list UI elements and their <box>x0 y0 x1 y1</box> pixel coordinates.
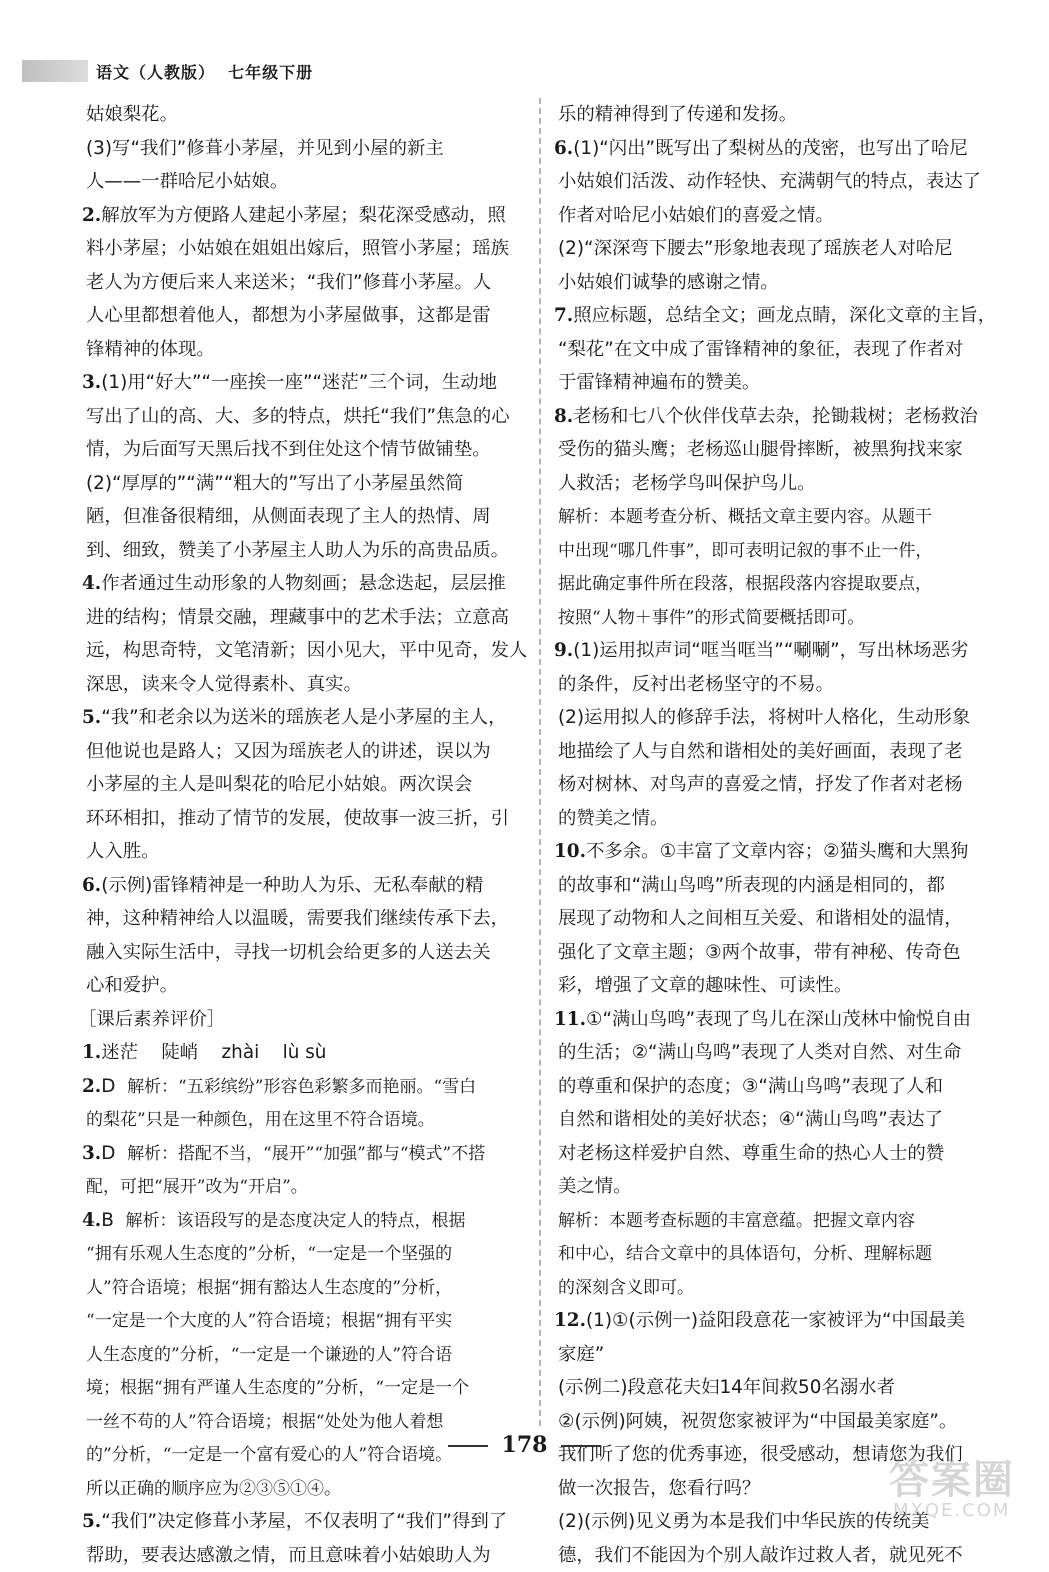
question-number: 8. <box>554 406 573 427</box>
analysis-text: 的”分析，“一定是一个富有爱心的人”符合语境。 <box>86 1445 452 1465</box>
answer-text: 写出了山的高、大、多的特点，烘托“我们”焦急的心 <box>86 406 510 427</box>
answer-text: 自然和谐相处的美好状态；④“满山鸟鸣”表达了 <box>558 1109 943 1130</box>
answer-line <box>558 366 1006 400</box>
analysis-text: 解析：该语段写的是态度决定人的特点，根据 <box>126 1211 466 1231</box>
answer-text: 作者通过生动形象的人物刻画；悬念迭起，层层推 <box>101 573 506 594</box>
analysis-text: 中出现“哪几件事”，即可表明记叙的事不止一件， <box>558 541 932 561</box>
question-number: 5. <box>82 707 101 728</box>
answer-text: “我”和老余以为送米的瑶族老人是小茅屋的主人， <box>101 707 506 728</box>
answer-text: B <box>101 1210 125 1231</box>
answer-line <box>554 634 1006 668</box>
answer-text: 人心里都想着他人，都想为小茅屋做事，这都是雷 <box>86 305 491 326</box>
question-number: 5. <box>82 1511 101 1532</box>
analysis-text: 解析：搭配不当，“展开”“加强”都与“模式”不搭 <box>127 1144 485 1164</box>
answer-text: 解放军为方便路人建起小茅屋；梨花深受感动，照 <box>101 205 506 226</box>
answer-text: 远，构思奇特，文笔清新；因小见大，平中见奇，发人 <box>86 640 527 661</box>
answer-text: 融入实际生活中，寻找一切机会给更多的人送去关 <box>86 942 491 963</box>
answer-line <box>558 165 1006 199</box>
answer-line <box>82 199 536 233</box>
answer-line <box>86 1304 536 1338</box>
answer-text: 彩，增强了文章的趣味性、可读性。 <box>558 975 852 996</box>
answer-text: 小茅屋的主人是叫梨花的哈尼小姑娘。两次误会 <box>86 774 472 795</box>
answer-text: 到、细致，赞美了小茅屋主人助人为乐的高贵品质。 <box>86 540 509 561</box>
answer-text: 强化了文章主题；③两个故事，带有神秘、传奇色 <box>558 942 961 963</box>
answer-text: (1)用“好大”“一座挨一座”“迷茫”三个词，生动地 <box>101 372 497 393</box>
answer-text: 不多余。①丰富了文章内容；②猫头鹰和大黑狗 <box>586 841 968 862</box>
answer-text: 做一次报告，您看行吗？ <box>558 1478 760 1499</box>
answer-line <box>554 1304 1006 1338</box>
answer-text: 的生活；②“满山鸟鸣”表现了人类对自然、对生命 <box>558 1042 961 1063</box>
answer-line <box>86 1371 536 1405</box>
answer-text: (示例)雷锋精神是一种助人为乐、无私奉献的精 <box>101 875 483 896</box>
answer-line <box>558 567 1006 601</box>
question-number: 9. <box>554 640 573 661</box>
answer-text: 照应标题，总结全文；画龙点睛，深化文章的主旨， <box>573 305 996 326</box>
answer-text: 姑娘梨花。 <box>86 104 178 125</box>
answer-line <box>86 768 536 802</box>
answer-text: 环环相扣，推动了情节的发展，使故事一波三折，引 <box>86 808 509 829</box>
answer-text: ①“满山鸟鸣”表现了鸟儿在深山茂林中愉悦自由 <box>586 1009 971 1030</box>
answer-line <box>86 534 536 568</box>
answer-text: 人——一群哈尼小姑娘。 <box>86 171 288 192</box>
answer-line <box>558 701 1006 735</box>
answer-line <box>82 1505 536 1539</box>
answer-line <box>558 199 1006 233</box>
answer-line <box>558 869 1006 903</box>
question-number: 11. <box>554 1009 586 1030</box>
analysis-text: 解析：本题考查分析、概括文章主要内容。从题干 <box>558 507 932 527</box>
answer-line <box>558 601 1006 635</box>
answer-line <box>86 1103 536 1137</box>
header-title: 语文（人教版） 七年级下册 <box>96 60 313 83</box>
answer-text: 小姑娘们活泼、动作轻快、充满朝气的特点，表达了 <box>558 171 981 192</box>
answer-line <box>86 802 536 836</box>
answer-line <box>86 333 536 367</box>
answer-text: (2)运用拟人的修辞手法，将树叶人格化，生动形象 <box>558 707 970 728</box>
answer-text: 杨对树林、对鸟声的喜爱之情，抒发了作者对老杨 <box>558 774 963 795</box>
answer-line <box>86 1237 536 1271</box>
analysis-text: 解析：“五彩缤纷”形容色彩繁多而艳丽。“雪白 <box>127 1077 476 1097</box>
left-column <box>86 98 536 1572</box>
answer-text: 德，我们不能因为个别人敲诈过救人者，就见死不 <box>558 1545 963 1566</box>
section-heading <box>78 1003 536 1037</box>
answer-line <box>558 768 1006 802</box>
answer-line <box>554 132 1006 166</box>
answer-line <box>86 969 536 1003</box>
answer-line <box>558 969 1006 1003</box>
answer-text: 锋精神的体现。 <box>86 339 215 360</box>
answer-line <box>558 1237 1006 1271</box>
answer-text: (2)“深深弯下腰去”形象地表现了瑶族老人对哈尼 <box>558 238 953 259</box>
answer-text: D <box>101 1143 127 1164</box>
header-gray-bar <box>22 60 88 82</box>
answer-line <box>558 1070 1006 1104</box>
answer-line <box>558 735 1006 769</box>
answer-line <box>82 1036 536 1070</box>
analysis-text: “拥有乐观人生态度的”分析，“一定是一个坚强的 <box>86 1244 452 1264</box>
answer-line <box>82 567 536 601</box>
watermark-text: 答案圈 <box>889 1448 1015 1505</box>
question-number: 6. <box>82 875 101 896</box>
question-number: 7. <box>554 305 573 326</box>
answer-text: 迷茫 陡峭 zhài lù sù <box>101 1042 326 1063</box>
answer-line <box>558 433 1006 467</box>
answer-line <box>86 98 536 132</box>
analysis-text: 和中心，结合文章中的具体语句，分析、理解标题 <box>558 1244 932 1264</box>
question-number: 3. <box>82 372 101 393</box>
answer-text: 料小茅屋；小姑娘在姐姐出嫁后，照管小茅屋；瑶族 <box>86 238 509 259</box>
page-number: 178 <box>502 1432 548 1458</box>
answer-line <box>86 735 536 769</box>
analysis-text: 的深刻含义即可。 <box>558 1278 694 1298</box>
answer-line <box>558 802 1006 836</box>
watermark-logo <box>881 1448 1031 1528</box>
answer-line <box>558 1371 1006 1405</box>
answer-line <box>554 835 1006 869</box>
question-number: 12. <box>554 1310 586 1331</box>
answer-text: ②(示例)阿姨，祝贺您家被评为“中国最美家庭”。 <box>558 1411 957 1432</box>
answer-line <box>86 1338 536 1372</box>
question-number: 10. <box>554 841 586 862</box>
answer-line <box>554 299 1006 333</box>
answer-line <box>558 333 1006 367</box>
answer-line <box>554 400 1006 434</box>
answer-text: 老杨和七八个伙伴伐草去杂，抡锄栽树；老杨救治 <box>573 406 978 427</box>
answer-text: “梨花”在文中成了雷锋精神的象征，表现了作者对 <box>558 339 963 360</box>
answer-line <box>86 500 536 534</box>
answer-line <box>82 1137 536 1171</box>
answer-text: 人救活；老杨学鸟叫保护鸟儿。 <box>558 473 815 494</box>
question-number: 2. <box>82 1076 101 1097</box>
answer-line <box>86 1539 536 1572</box>
answer-line <box>558 936 1006 970</box>
answer-line <box>558 1170 1006 1204</box>
answer-text: (2)(示例)见义勇为本是我们中华民族的传统美 <box>558 1511 929 1532</box>
column-divider <box>539 98 541 1426</box>
question-number: 6. <box>554 138 573 159</box>
answer-line <box>86 601 536 635</box>
answer-line <box>86 634 536 668</box>
watermark-url: MXQE.COM <box>893 1500 1010 1521</box>
answer-text: 对老杨这样爱护自然、尊重生命的热心人士的赞 <box>558 1143 944 1164</box>
answer-text: 乐的精神得到了传递和发扬。 <box>558 104 797 125</box>
answer-line <box>554 1003 1006 1037</box>
answer-text: 的条件，反衬出老杨坚守的不易。 <box>558 674 834 695</box>
answer-line <box>558 266 1006 300</box>
analysis-text: 境；根据“拥有严谨人生态度的”分析，“一定是一个 <box>86 1378 469 1398</box>
answer-line <box>86 835 536 869</box>
answer-text: 地描绘了人与自然和谐相处的美好画面，表现了老 <box>558 741 963 762</box>
question-number: 1. <box>82 1042 101 1063</box>
answer-text: 我们听了您的优秀事迹，很受感动，想请您为我们 <box>558 1444 963 1465</box>
answer-line <box>558 1338 1006 1372</box>
analysis-text: 配，可把“展开”改为“开启”。 <box>86 1177 308 1197</box>
answer-line <box>558 1539 1006 1572</box>
answer-line <box>86 266 536 300</box>
answer-text: 情，为后面写天黑后找不到住处这个情节做铺垫。 <box>86 439 491 460</box>
right-column <box>558 98 1006 1572</box>
answer-line <box>86 165 536 199</box>
page-header <box>22 58 313 84</box>
analysis-text: 人”符合语境；根据“拥有豁达人生态度的”分析， <box>86 1278 452 1298</box>
answer-line <box>86 299 536 333</box>
answer-line <box>82 366 536 400</box>
answer-line <box>558 534 1006 568</box>
analysis-text: “一定是一个大度的人”符合语境；根据“拥有平实 <box>86 1311 452 1331</box>
answer-text: 心和爱护。 <box>86 975 178 996</box>
answer-text: (示例二)段意花夫妇14年间救50名溺水者 <box>558 1377 895 1398</box>
answer-text: 神，这种精神给人以温暖，需要我们继续传承下去， <box>86 908 509 929</box>
answer-line <box>558 1271 1006 1305</box>
analysis-text: 解析：本题考查标题的丰富意蕴。把握文章内容 <box>558 1211 915 1231</box>
answer-line <box>86 668 536 702</box>
answer-line <box>82 1070 536 1104</box>
answer-line <box>86 902 536 936</box>
question-number: 2. <box>82 205 101 226</box>
answer-line <box>558 232 1006 266</box>
answer-text: 的故事和“满山鸟鸣”所表现的内涵是相同的，都 <box>558 875 945 896</box>
analysis-text: 按照“人物＋事件”的形式简要概括即可。 <box>558 608 864 628</box>
answer-text: 老人为方便后来人来送米；“我们”修葺小茅屋。人 <box>86 272 491 293</box>
answer-text: 的尊重和保护的态度；③“满山鸟鸣”表现了人和 <box>558 1076 943 1097</box>
answer-line <box>558 1204 1006 1238</box>
answer-line <box>86 1170 536 1204</box>
answer-text: 小姑娘们诚挚的感谢之情。 <box>558 272 779 293</box>
answer-text: (1)①(示例一)益阳段意花一家被评为“中国最美 <box>586 1310 965 1331</box>
answer-text: 深思，读来令人觉得素朴、真实。 <box>86 674 362 695</box>
answer-text: D <box>101 1076 127 1097</box>
answer-line <box>558 1137 1006 1171</box>
answer-line <box>558 500 1006 534</box>
question-number: 4. <box>82 1210 101 1231</box>
answer-line <box>82 869 536 903</box>
answer-text: ［课后素养评价］ <box>78 1009 225 1030</box>
analysis-text: 的梨花”只是一种颜色，用在这里不符合语境。 <box>86 1110 435 1130</box>
footer-dash-right <box>561 1445 601 1447</box>
answer-text: 人入胜。 <box>86 841 160 862</box>
answer-text: 的赞美之情。 <box>558 808 668 829</box>
answer-text: (1)“闪出”既写出了梨树丛的茂密，也写出了哈尼 <box>573 138 968 159</box>
answer-line <box>86 433 536 467</box>
answer-text: (1)运用拟声词“哐当哐当”“唰唰”，写出林场恶劣 <box>573 640 968 661</box>
answer-line <box>558 1036 1006 1070</box>
answer-line <box>82 1204 536 1238</box>
answer-line <box>82 701 536 735</box>
answer-text: (3)写“我们”修葺小茅屋，并见到小屋的新主 <box>86 138 444 159</box>
answer-text: 但他说也是路人；又因为瑶族老人的讲述，误以为 <box>86 741 491 762</box>
analysis-text: 人生态度的”分析，“一定是一个谦逊的人”符合语 <box>86 1345 452 1365</box>
answer-line <box>558 98 1006 132</box>
analysis-text: 一丝不苟的人”符合语境；根据“处处为他人着想 <box>86 1412 443 1432</box>
answer-text: 进的结构；情景交融，理藏事中的艺术手法；立意高 <box>86 607 509 628</box>
answer-text: 家庭” <box>558 1344 604 1365</box>
answer-line <box>86 400 536 434</box>
answer-text: (2)“厚厚的”“满”“粗大的”写出了小茅屋虽然简 <box>86 473 463 494</box>
answer-line <box>86 467 536 501</box>
answer-line <box>86 132 536 166</box>
answer-text: 美之情。 <box>558 1176 632 1197</box>
answer-line <box>558 467 1006 501</box>
answer-text: 于雷锋精神遍布的赞美。 <box>558 372 760 393</box>
question-number: 3. <box>82 1143 101 1164</box>
answer-line <box>558 1103 1006 1137</box>
footer-dash-left <box>448 1445 488 1447</box>
answer-line <box>558 668 1006 702</box>
analysis-text: 所以正确的顺序应为②③⑤①④。 <box>86 1479 341 1499</box>
answer-text: “我们”决定修葺小茅屋，不仅表明了“我们”得到了 <box>101 1511 507 1532</box>
answer-text: 受伤的猫头鹰；老杨巡山腿骨摔断，被黑狗找来家 <box>558 439 963 460</box>
answer-line <box>86 232 536 266</box>
answer-line <box>86 1472 536 1506</box>
answer-text: 帮助，要表达感激之情，而且意味着小姑娘助人为 <box>86 1545 491 1566</box>
answer-line <box>558 902 1006 936</box>
answer-text: 展现了动物和人之间相互关爱、和谐相处的温情， <box>558 908 963 929</box>
question-number: 4. <box>82 573 101 594</box>
answer-text: 陋，但准备很精细，从侧面表现了主人的热情、周 <box>86 506 491 527</box>
answer-line <box>86 936 536 970</box>
answer-text: 作者对哈尼小姑娘们的喜爱之情。 <box>558 205 834 226</box>
answer-line <box>86 1271 536 1305</box>
analysis-text: 据此确定事件所在段落，根据段落内容提取要点， <box>558 574 932 594</box>
